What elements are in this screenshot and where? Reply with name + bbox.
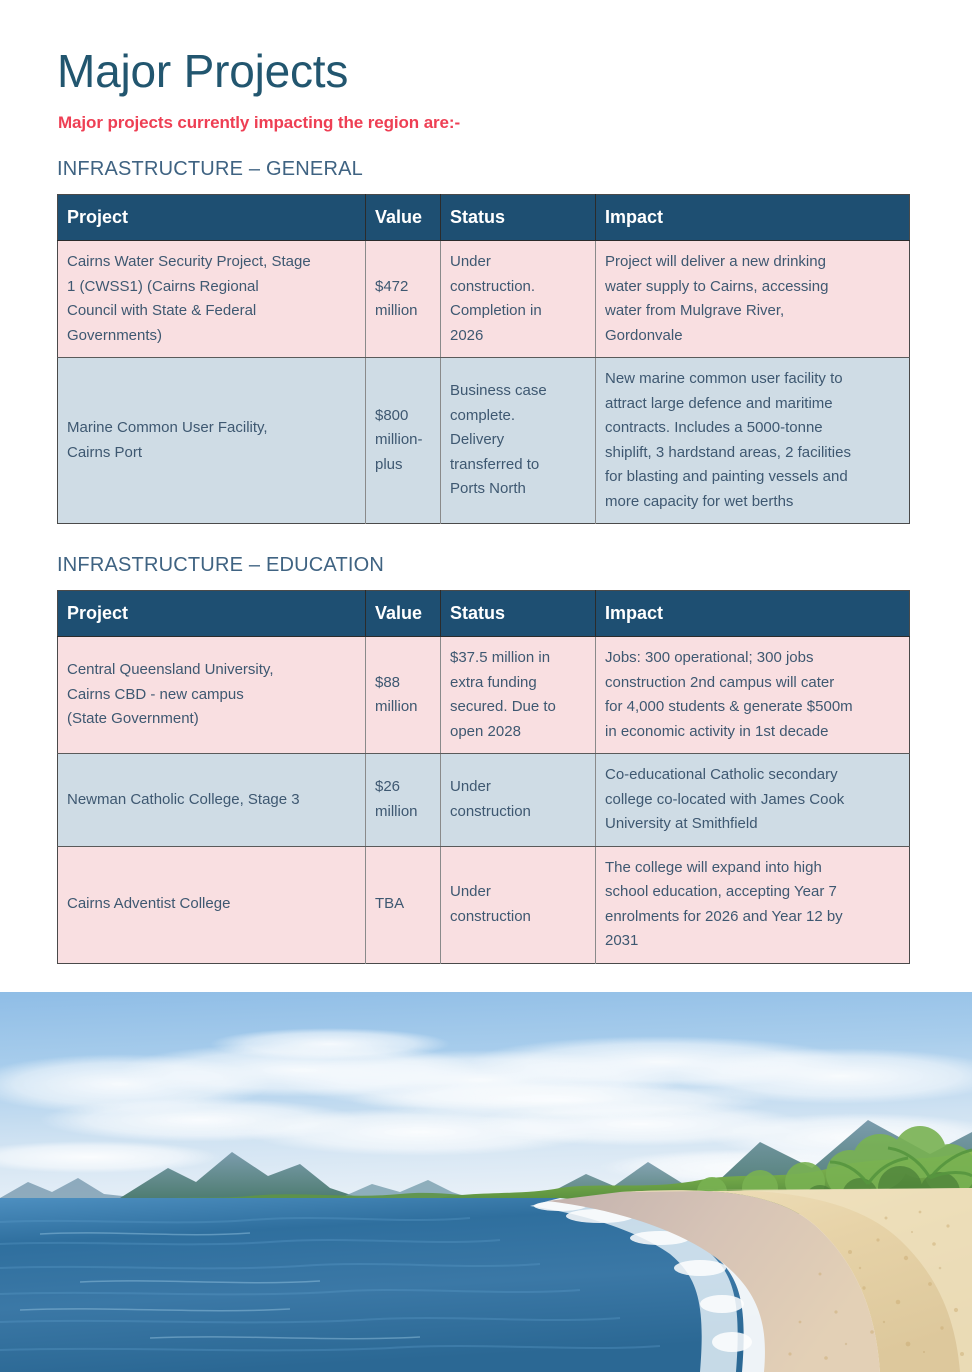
cell-text-line: for 4,000 students & generate $500m — [605, 698, 853, 715]
cell-status — [441, 241, 596, 358]
cell-text-line: construction — [450, 907, 531, 925]
cell-project — [58, 754, 366, 847]
cell-text-line: open 2028 — [450, 722, 521, 740]
cell-text-line: million- — [375, 431, 423, 449]
cell-status — [441, 358, 596, 524]
column-header-project: Project — [58, 195, 366, 241]
cell-text-line: secured. Due to — [450, 698, 556, 715]
cell-text-line: water from Mulgrave River, — [605, 302, 785, 319]
cell-text-line: Marine Common User Facility, — [67, 419, 268, 436]
cell-text-line: Cairns Adventist College — [67, 895, 231, 913]
major-projects-table-general — [57, 194, 910, 524]
cell-text-line: Cairns CBD - new campus — [67, 685, 244, 703]
cell-text-line: The college will expand into high — [605, 858, 822, 876]
cell-text-line: construction. — [450, 277, 536, 295]
cell-text-line: Business case — [450, 382, 547, 400]
cell-text-line: Ports North — [450, 480, 526, 498]
column-header-impact: Impact — [596, 195, 910, 241]
cell-impact — [596, 754, 910, 847]
cell-project — [58, 241, 366, 358]
page-subtitle: Major projects currently impacting the region are:- — [58, 113, 461, 132]
table-row — [58, 754, 910, 847]
cell-text-line: Central Queensland University, — [67, 661, 274, 679]
table-header-row — [58, 591, 910, 637]
cell-text-line: New marine common user facility to — [605, 370, 843, 387]
cell-project — [58, 358, 366, 524]
cell-text-line: contracts. Includes a 5000-tonne — [605, 419, 823, 436]
page-title: Major Projects — [57, 45, 349, 97]
column-header-value: Value — [366, 195, 441, 241]
cell-text-line: 1 (CWSS1) (Cairns Regional — [67, 277, 259, 295]
cell-text-line: University at Smithfield — [605, 815, 758, 832]
cell-text-line: enrolments for 2026 and Year 12 by — [605, 907, 843, 925]
column-header-impact: Impact — [596, 591, 910, 637]
cell-text-line: for blasting and painting vessels and — [605, 468, 848, 485]
cell-text-line: $37.5 million in — [450, 649, 551, 666]
cell-text-line: $800 — [375, 406, 409, 424]
cell-text-line: transferred to — [450, 455, 540, 473]
cell-text-line: Gordonvale — [605, 326, 683, 344]
cell-text-line: 2026 — [450, 326, 484, 344]
table-row — [58, 846, 910, 963]
table-header-row — [58, 195, 910, 241]
cell-text-line: Cairns Port — [67, 443, 143, 461]
cell-text-line: Cairns Water Security Project, Stage — [67, 253, 311, 270]
table-row — [58, 241, 910, 358]
cell-text-line: construction 2nd campus will cater — [605, 673, 835, 691]
cell-text-line: million — [375, 302, 418, 319]
cell-project — [58, 637, 366, 754]
column-header-value: Value — [366, 591, 441, 637]
cell-text-line: school education, accepting Year 7 — [605, 883, 837, 900]
cell-text-line: construction — [450, 802, 531, 820]
cell-text-line: (State Government) — [67, 710, 199, 728]
cell-text-line: Completion in — [450, 302, 542, 319]
cell-value — [366, 846, 441, 963]
column-header-status: Status — [441, 195, 596, 241]
cell-text-line: Council with State & Federal — [67, 302, 257, 319]
cell-text-line: Project will deliver a new drinking — [605, 253, 826, 270]
cell-value — [366, 358, 441, 524]
column-header-status: Status — [441, 591, 596, 637]
beach-photo-illustration — [0, 992, 972, 1372]
cell-status — [441, 637, 596, 754]
table-row — [58, 358, 910, 524]
cell-value — [366, 637, 441, 754]
cell-text-line: water supply to Cairns, accessing — [605, 277, 829, 295]
cell-text-line: Delivery — [450, 431, 505, 449]
cell-status — [441, 846, 596, 963]
major-projects-table-education — [57, 590, 910, 964]
cell-text-line: in economic activity in 1st decade — [605, 722, 829, 740]
cell-impact — [596, 358, 910, 524]
cell-text-line: shiplift, 3 hardstand areas, 2 facilities — [605, 443, 851, 461]
cell-text-line: million — [375, 698, 418, 715]
cell-text-line: attract large defence and maritime — [605, 394, 833, 412]
cell-value — [366, 241, 441, 358]
section-heading-infrastructure-general: INFRASTRUCTURE – GENERAL — [57, 158, 363, 180]
cell-text-line: Jobs: 300 operational; 300 jobs — [605, 649, 814, 666]
cell-impact — [596, 846, 910, 963]
cell-text-line: Under — [450, 778, 491, 796]
cell-impact — [596, 637, 910, 754]
cell-text-line: complete. — [450, 406, 516, 424]
cell-text-line: Under — [450, 253, 491, 270]
cell-text-line: $26 — [375, 778, 401, 796]
cell-text-line: Governments) — [67, 326, 163, 344]
cell-value — [366, 754, 441, 847]
cell-text-line: Co-educational Catholic secondary — [605, 766, 838, 783]
cell-project — [58, 846, 366, 963]
cell-impact — [596, 241, 910, 358]
cell-text-line: more capacity for wet berths — [605, 492, 794, 510]
section-heading-infrastructure-education: INFRASTRUCTURE – EDUCATION — [57, 554, 385, 576]
beach-photo — [0, 992, 972, 1372]
cell-text-line: Newman Catholic College, Stage 3 — [67, 790, 300, 808]
cell-text-line: $88 — [375, 673, 401, 691]
table-row — [58, 637, 910, 754]
cell-status — [441, 754, 596, 847]
cell-text-line: TBA — [375, 895, 405, 913]
column-header-project: Project — [58, 591, 366, 637]
cell-text-line: $472 — [375, 277, 409, 295]
cell-text-line: college co-located with James Cook — [605, 790, 845, 808]
cell-text-line: million — [375, 802, 418, 820]
cell-text-line: 2031 — [605, 932, 639, 949]
cell-text-line: plus — [375, 455, 403, 473]
cell-text-line: Under — [450, 883, 491, 900]
cell-text-line: extra funding — [450, 673, 537, 691]
